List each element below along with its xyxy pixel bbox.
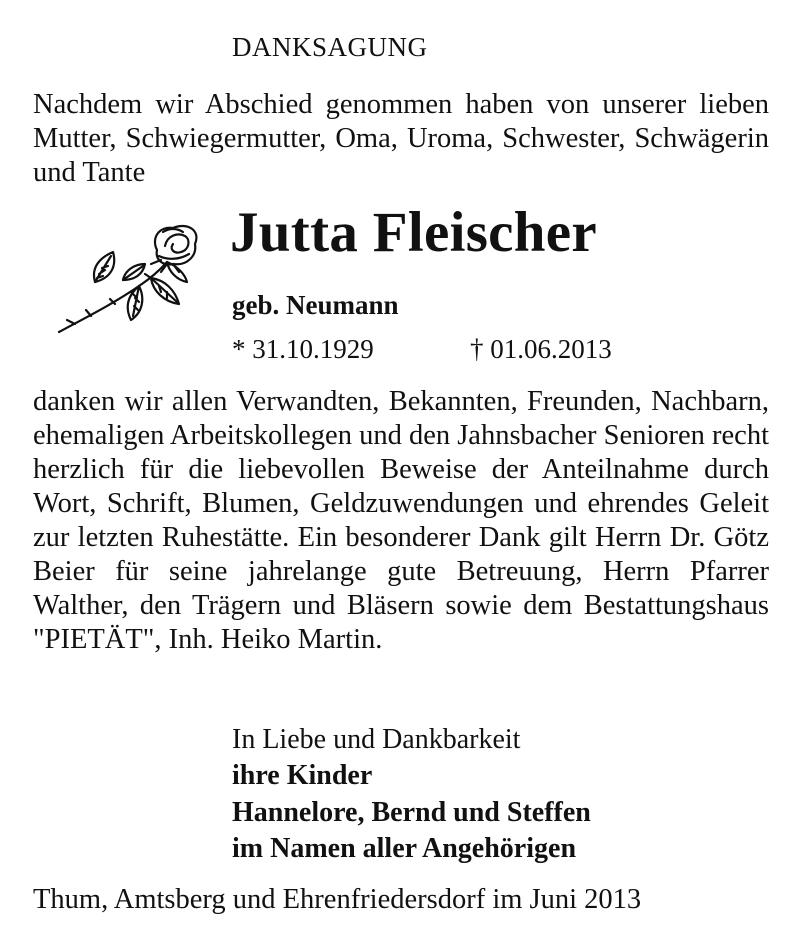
signature-line-1: In Liebe und Dankbarkeit <box>232 724 521 755</box>
deceased-name: Jutta Fleischer <box>230 201 597 264</box>
closing-line: Thum, Amtsberg und Ehrenfriedersdorf im Juni 2013 <box>33 884 642 915</box>
maiden-name: geb. Neumann <box>232 290 399 320</box>
rose-icon <box>55 220 205 348</box>
signature-line-2: ihre Kinder <box>232 760 373 791</box>
birth-date: * 31.10.1929 <box>232 334 374 364</box>
intro-paragraph: Nachdem wir Abschied genommen haben von unserer lieben Mutter, Schwiegermutter, Oma, Uroma, Schwester, Schwägerin und Tante <box>33 89 769 188</box>
signature-line-3: Hannelore, Bernd und Steffen <box>232 797 591 828</box>
signature-line-4: im Namen aller Angehörigen <box>232 833 577 864</box>
notice-heading: DANKSAGUNG <box>232 32 428 62</box>
death-date: † 01.06.2013 <box>470 334 612 364</box>
thanks-paragraph: danken wir allen Verwandten, Bekannten, Freunden, Nachbarn, ehemaligen Arbeitskollegen und den Jahnsbacher Senioren recht herzlich für die liebevollen Beweise der Anteilnahme durch Wort, Schrift, Blumen, Geldzuwendungen und ehrendes Geleit zur letzten Ruhestätte. Ein besonderer Dank gilt Herrn Dr. Götz Beier für seine jahrelange gute Betreuung, Herrn Pfarrer Walther, den Trägern und Bläsern sowie dem Bestattungshaus "PIETÄT", Inh. Heiko Martin. <box>33 386 770 655</box>
